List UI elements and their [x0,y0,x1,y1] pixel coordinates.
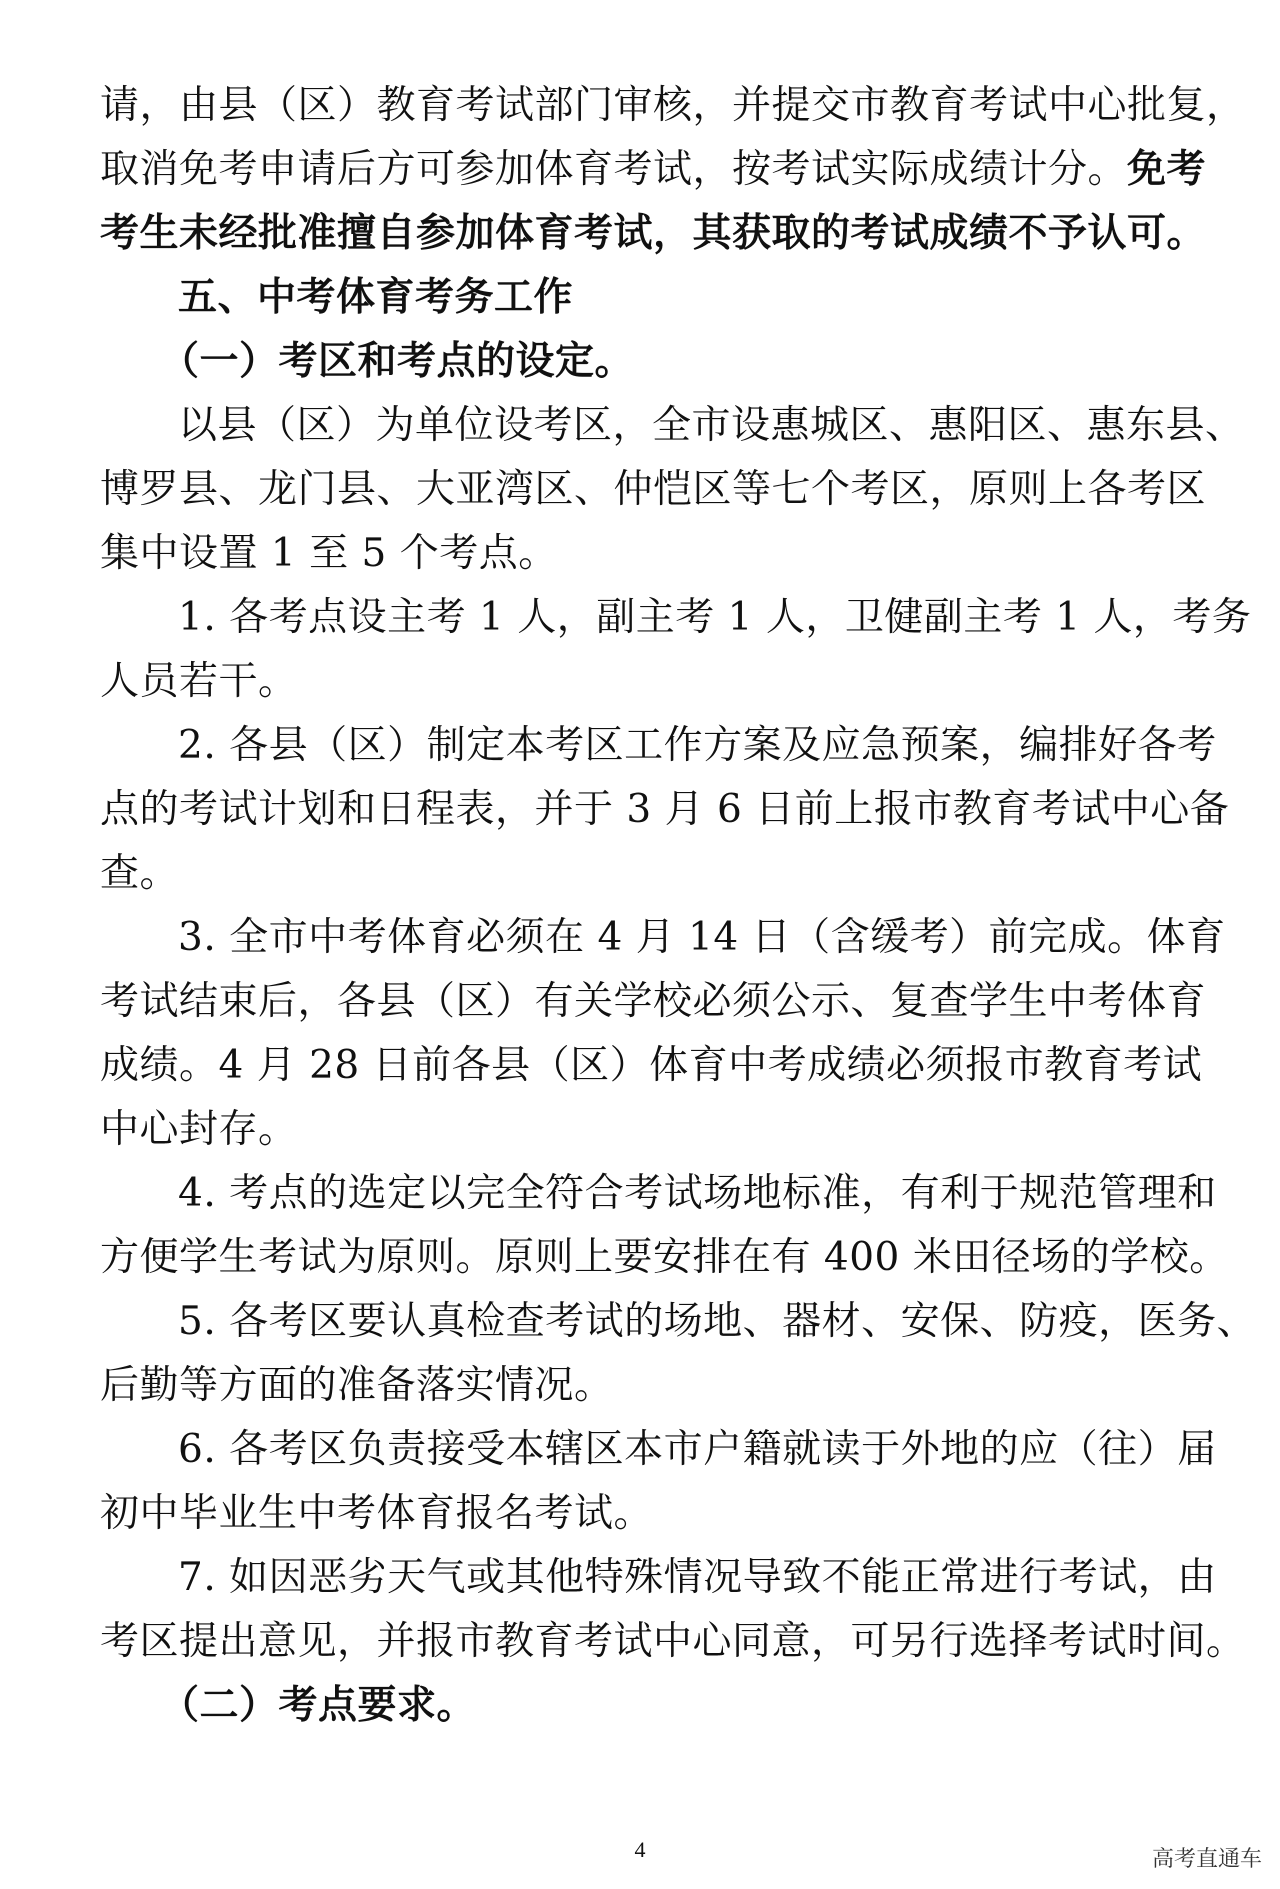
list-item-line: 6. 各考区负责接受本辖区本市户籍就读于外地的应（往）届 [178,1427,1217,1472]
list-item-line: 考区提出意见，并报市教育考试中心同意，可另行选择考试时间。 [100,1619,1246,1664]
paragraph-line: 以县（区）为单位设考区，全市设惠城区、惠阳区、惠东县、 [178,403,1245,448]
list-item-line: 点的考试计划和日程表，并于 3 月 6 日前上报市教育考试中心备 [100,787,1230,832]
list-item-line: 考试结束后，各县（区）有关学校必须公示、复查学生中考体育 [100,979,1207,1024]
list-item-line: 7. 如因恶劣天气或其他特殊情况导致不能正常进行考试，由 [178,1555,1217,1600]
list-item-line: 成绩。4 月 28 日前各县（区）体育中考成绩必须报市教育考试 [100,1043,1203,1088]
watermark: 高考直通车 [1148,1840,1266,1875]
list-item-line: 后勤等方面的准备落实情况。 [100,1363,614,1408]
list-item-line: 中心封存。 [100,1107,298,1152]
list-item-line: 2. 各县（区）制定本考区工作方案及应急预案，编排好各考 [178,723,1217,768]
body-text [100,74,1257,1738]
list-item-line: 4. 考点的选定以完全符合考试场地标准，有利于规范管理和 [178,1171,1217,1216]
paragraph-text: 取消免考申请后方可参加体育考试，按考试实际成绩计分。 [100,147,1128,192]
list-item-line: 人员若干。 [100,659,298,704]
section-heading: 五、中考体育考务工作 [178,275,574,320]
list-item-line: 3. 全市中考体育必须在 4 月 14 日（含缓考）前完成。体育 [178,915,1226,960]
list-item-line: 1. 各考点设主考 1 人，副主考 1 人，卫健副主考 1 人，考务 [178,595,1252,640]
bold-paragraph-line: 考生未经批准擅自参加体育考试，其获取的考试成绩不予认可。 [100,211,1207,256]
paragraph-line [100,138,1207,202]
paragraph-line: 博罗县、龙门县、大亚湾区、仲恺区等七个考区，原则上各考区 [100,467,1207,512]
list-item-line: 5. 各考区要认真检查考试的场地、器材、安保、防疫，医务、 [178,1299,1257,1344]
list-item-line: 查。 [100,851,180,896]
subsection-heading: （一）考区和考点的设定。 [160,339,635,384]
paragraph-line: 集中设置 1 至 5 个考点。 [100,531,558,576]
list-item-line: 初中毕业生中考体育报名考试。 [100,1491,654,1536]
list-item-line: 方便学生考试为原则。原则上要安排在有 400 米田径场的学校。 [100,1235,1229,1280]
page-number: 4 [634,1837,646,1862]
subsection-heading: （二）考点要求。 [160,1683,477,1728]
paragraph-line: 请，由县（区）教育考试部门审核，并提交市教育考试中心批复， [100,83,1246,128]
bold-text: 免考 [1127,147,1207,192]
